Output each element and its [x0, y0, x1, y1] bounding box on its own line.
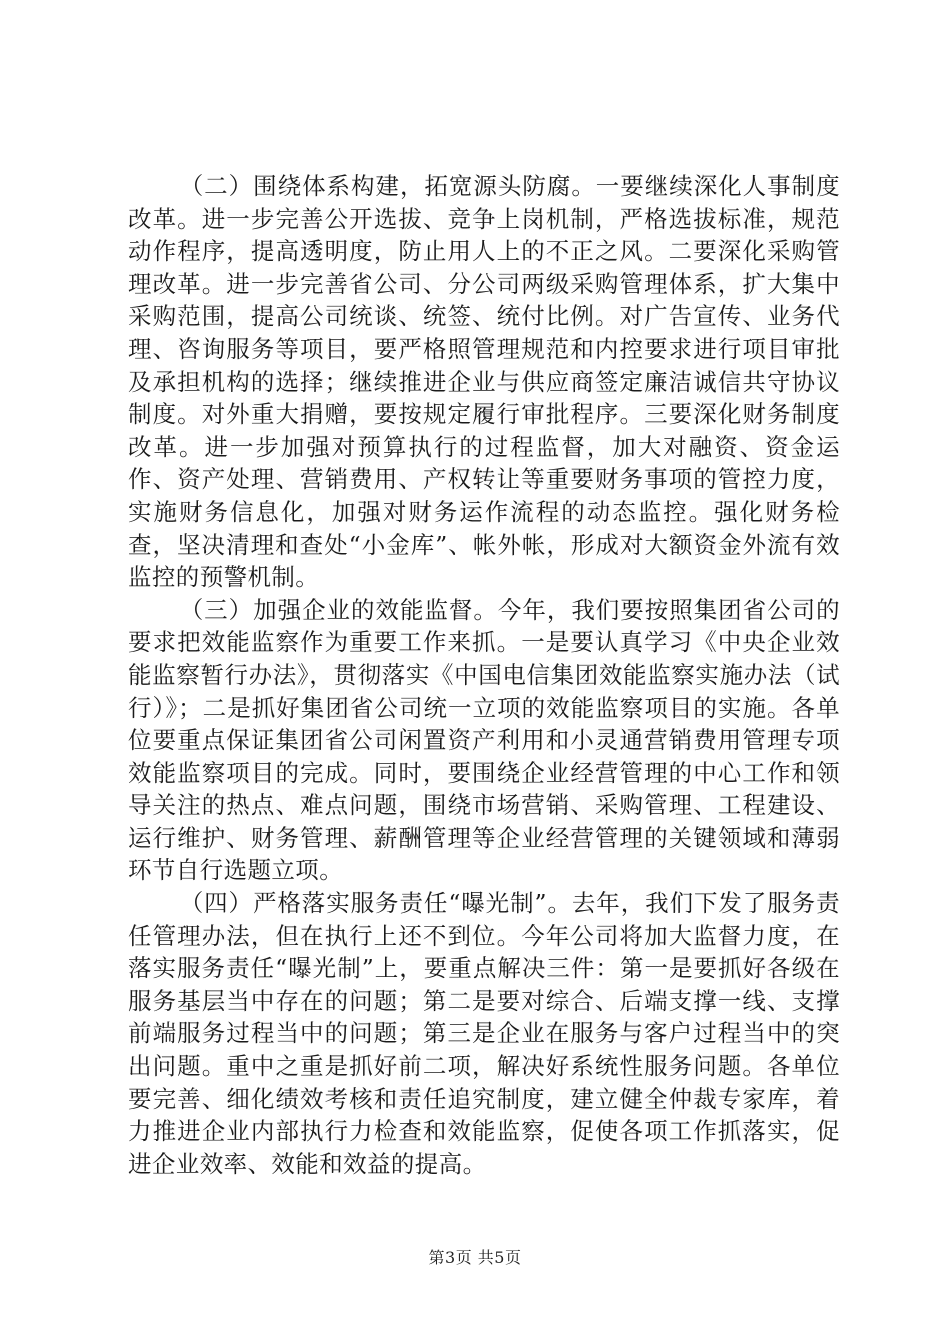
- paragraph-section-4: （四）严格落实服务责任“曝光制”。去年，我们下发了服务责任管理办法，但在执行上还不到位。今年公司将加大监督力度，在落实服务责任“曝光制”上，要重点解决三件：第一是要抓好各级在服务基层当中存在的问题；第二是要对综合、后端支撑一线、支撑前端服务过程当中的问题；第三是企业在服务与客户过程当中的突出问题。重中之重是抓好前二项，解决好系统性服务问题。各单位要完善、细化绩效考核和责任追究制度，建立健全仲裁专家库，着力推进企业内部执行力检查和效能监察，促使各项工作抓落实，促进企业效率、效能和效益的提高。: [128, 889, 840, 1178]
- paragraph-section-2: （二）围绕体系构建，拓宽源头防腐。一要继续深化人事制度改革。进一步完善公开选拔、竞争上岗机制，严格选拔标准，规范动作程序，提高透明度，防止用人上的不正之风。二要深化采购管理改革。进一步完善省公司、分公司两级采购管理体系，扩大集中采购范围，提高公司统谈、统签、统付比例。对广告宣传、业务代理、咨询服务等项目，要严格照管理规范和内控要求进行项目审批及承担机构的选择；继续推进企业与供应商签定廉洁诚信共守协议制度。对外重大捐赠，要按规定履行审批程序。三要深化财务制度改革。进一步加强对预算执行的过程监督，加大对融资、资金运作、资产处理、营销费用、产权转让等重要财务事项的管控力度，实施财务信息化，加强对财务运作流程的动态监控。强化财务检查，坚决清理和查处“小金库”、帐外帐，形成对大额资金外流有效监控的预警机制。: [128, 172, 840, 592]
- paragraph-section-3: （三）加强企业的效能监督。今年，我们要按照集团省公司的要求把效能监察作为重要工作来抓。一是要认真学习《中央企业效能监察暂行办法》，贯彻落实《中国电信集团效能监察实施办法（试行）》；二是抓好集团省公司统一立项的效能监察项目的实施。各单位要重点保证集团省公司闲置资产利用和小灵通营销费用管理专项效能监察项目的完成。同时，要围绕企业经营管理的中心工作和领导关注的热点、难点问题，围绕市场营销、采购管理、工程建设、运行维护、财务管理、薪酬管理等企业经营管理的关键领域和薄弱环节自行选题立项。: [128, 595, 840, 885]
- page-number-footer: 第3页 共5页: [428, 1248, 522, 1267]
- document-body: [128, 170, 840, 1180]
